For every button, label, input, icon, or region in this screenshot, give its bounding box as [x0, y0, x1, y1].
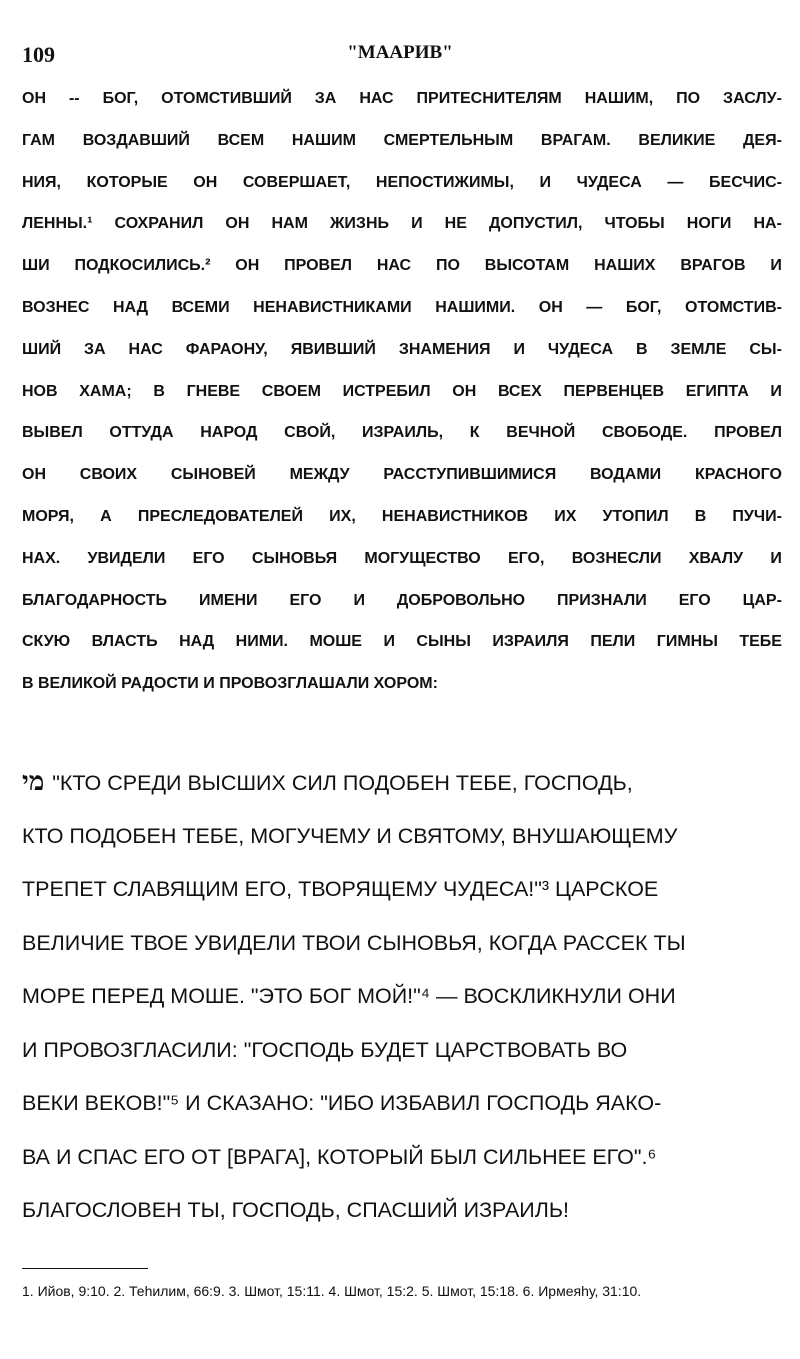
text-line: ШИЙ ЗА НАС ФАРАОНУ, ЯВИВШИЙ ЗНАМЕНИЯ И ЧУДЕСА В ЗЕМЛЕ СЫ-: [22, 340, 782, 358]
text-line: СКУЮ ВЛАСТЬ НАД НИМИ. МОШЕ И СЫНЫ ИЗРАИЛЯ ПЕЛИ ГИМНЫ ТЕБЕ: [22, 633, 782, 651]
text-line: И ПРОВОЗГЛАСИЛИ: "ГОСПОДЬ БУДЕТ ЦАРСТВОВАТЬ ВО: [22, 1037, 628, 1062]
text-line: ВЫВЕЛ ОТТУДА НАРОД СВОЙ, ИЗРАИЛЬ, К ВЕЧНОЙ СВОБОДЕ. ПРОВЕЛ: [22, 424, 782, 442]
text-line-first: [22, 756, 782, 810]
text-line: ВЕКИ ВЕКОВ!"⁵ И СКАЗАНО: "ИБО ИЗБАВИЛ ГОСПОДЬ ЯАКО-: [22, 1091, 662, 1115]
text-line: ЛЕННЫ.¹ СОХРАНИЛ ОН НАМ ЖИЗНЬ И НЕ ДОПУСТИЛ, ЧТОБЫ НОГИ НА-: [22, 215, 782, 233]
footnotes: [22, 1280, 782, 1302]
text-line: МОРЯ, А ПРЕСЛЕДОВАТЕЛЕЙ ИХ, НЕНАВИСТНИКОВ ИХ УТОПИЛ В ПУЧИ-: [22, 507, 782, 525]
text-line: МОРЕ ПЕРЕД МОШЕ. "ЭТО БОГ МОЙ!"⁴ — ВОСКЛИКНУЛИ ОНИ: [22, 984, 676, 1008]
text-line: НИЯ, КОТОРЫЕ ОН СОВЕРШАЕТ, НЕПОСТИЖИМЫ, И ЧУДЕСА — БЕСЧИС-: [22, 173, 782, 191]
text-line-content: "КТО СРЕДИ ВЫСШИХ СИЛ ПОДОБЕН ТЕБЕ, ГОСПОДЬ,: [52, 771, 633, 795]
hebrew-initial-word: מי: [22, 767, 45, 797]
text-line: ШИ ПОДКОСИЛИСЬ.² ОН ПРОВЕЛ НАС ПО ВЫСОТАМ НАШИХ ВРАГОВ И: [22, 257, 782, 275]
footnote-text: 1. Ийов, 9:10. 2. Теһилим, 66:9. 3. Шмот, 15:11. 4. Шмот, 15:2. 5. Шмот, 15:18. 6. Ирмеяһу, 31:10.: [22, 1283, 642, 1299]
text-line: ВЕЛИЧИЕ ТВОЕ УВИДЕЛИ ТВОИ СЫНОВЬЯ, КОГДА РАССЕК ТЫ: [22, 930, 686, 955]
footnote-divider: [22, 1268, 148, 1269]
running-head: "МААРИВ": [347, 42, 453, 63]
text-line: КТО ПОДОБЕН ТЕБЕ, МОГУЧЕМУ И СВЯТОМУ, ВНУШАЮЩЕМУ: [22, 823, 678, 848]
page-number: 109: [22, 42, 55, 67]
text-line: НОВ ХАМА; В ГНЕВЕ СВОЕМ ИСТРЕБИЛ ОН ВСЕХ ПЕРВЕНЦЕВ ЕГИПТА И: [22, 382, 782, 400]
prayer-text-block-2: [22, 756, 782, 1238]
text-line: ВА И СПАС ЕГО ОТ [ВРАГА], КОТОРЫЙ БЫЛ СИЛЬНЕЕ ЕГО".⁶: [22, 1144, 657, 1169]
text-line: БЛАГОСЛОВЕН ТЫ, ГОСПОДЬ, СПАСШИЙ ИЗРАИЛЬ!: [22, 1198, 569, 1222]
text-line: БЛАГОДАРНОСТЬ ИМЕНИ ЕГО И ДОБРОВОЛЬНО ПРИЗНАЛИ ЕГО ЦАР-: [22, 591, 782, 609]
text-line: ОН -- БОГ, ОТОМСТИВШИЙ ЗА НАС ПРИТЕСНИТЕЛЯМ НАШИМ, ПО ЗАСЛУ-: [22, 90, 782, 107]
text-line: ТРЕПЕТ СЛАВЯЩИМ ЕГО, ТВОРЯЩЕМУ ЧУДЕСА!"³ ЦАРСКОЕ: [22, 877, 659, 901]
text-line: ВОЗНЕС НАД ВСЕМИ НЕНАВИСТНИКАМИ НАШИМИ. ОН — БОГ, ОТОМСТИВ-: [22, 298, 782, 316]
text-line: В ВЕЛИКОЙ РАДОСТИ И ПРОВОЗГЛАШАЛИ ХОРОМ:: [22, 675, 438, 693]
text-line: НАХ. УВИДЕЛИ ЕГО СЫНОВЬЯ МОГУЩЕСТВО ЕГО, ВОЗНЕСЛИ ХВАЛУ И: [22, 549, 782, 567]
text-line: ОН СВОИХ СЫНОВЕЙ МЕЖДУ РАССТУПИВШИМИСЯ ВОДАМИ КРАСНОГО: [22, 466, 782, 484]
prayer-text-block-1: [22, 78, 782, 705]
text-line: ГАМ ВОЗДАВШИЙ ВСЕМ НАШИМ СМЕРТЕЛЬНЫМ ВРАГАМ. ВЕЛИКИЕ ДЕЯ-: [22, 131, 782, 149]
